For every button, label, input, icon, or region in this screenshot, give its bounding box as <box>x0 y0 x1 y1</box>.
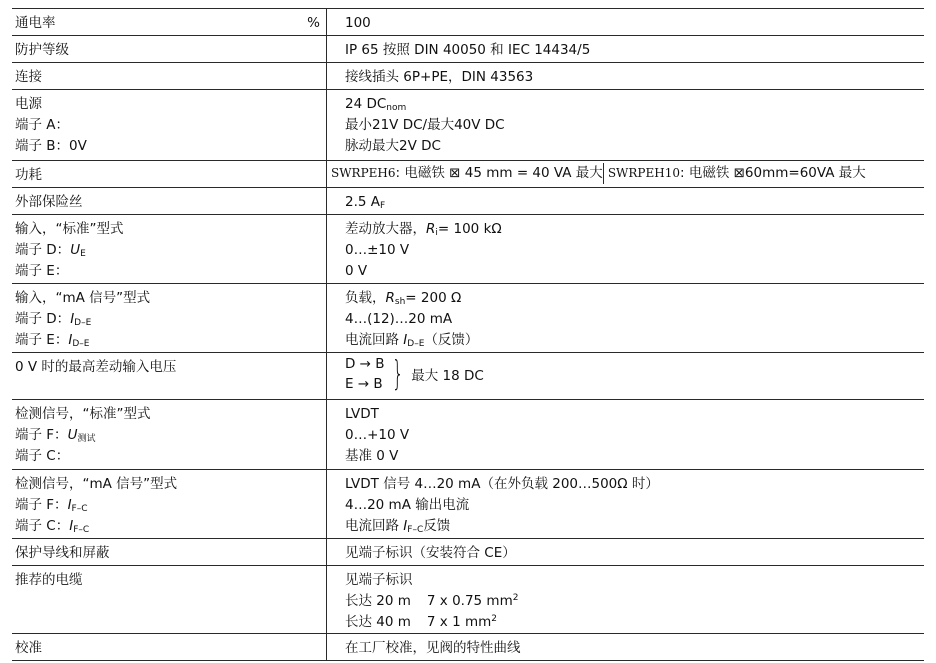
terminal-c-label: 端子 C： <box>15 448 70 464</box>
table-row-external-fuse <box>12 188 924 215</box>
row-value: 2.5 $A_F$ <box>345 194 386 211</box>
lvdt-signal: LVDT 信号 4…20 mA（在外负载 200…500Ω 时） <box>345 476 659 492</box>
model-6-consumption: SWRPEH6: 电磁铁 ⊠ 45 mm = 40 VA 最大 <box>331 165 603 181</box>
curly-brace: } <box>391 354 404 394</box>
terminal-b-label: 端子 B：0V <box>15 138 87 154</box>
terminal-b-value: 脉动最大2V DC <box>345 138 441 154</box>
row-value: IP 65 按照 DIN 40050 和 IEC 14434/5 <box>345 42 591 58</box>
row-value: 见端子标识（安装符合 CE） <box>345 545 516 561</box>
load-resistance: 负载，$R_{sh}= 200$ Ω <box>345 290 462 307</box>
table-row-protective-conductor <box>12 539 924 566</box>
table-row-feedback-standard <box>12 400 924 470</box>
table-row-recommended-cable <box>12 566 924 634</box>
terminal-a-value: 最小21V DC/最大40V DC <box>345 117 505 133</box>
row-label: 检测信号，“标准”型式 <box>15 406 151 422</box>
table-row-power-consumption <box>12 161 924 188</box>
terminal-f-value: 4…20 mA 输出电流 <box>345 497 470 513</box>
spec-table <box>12 8 924 661</box>
terminal-c-value: 电流回路 $I_{F-C}$反馈 <box>345 518 451 535</box>
differential-amplifier: 差动放大器，$R_i= 100$ kΩ <box>345 221 502 238</box>
table-row-duty-cycle <box>12 9 924 36</box>
row-label: 外部保险丝 <box>15 194 83 210</box>
terminal-c-label: 端子 C：$I_{F-C}$ <box>15 518 90 535</box>
table-row-feedback-ma <box>12 470 924 539</box>
row-label: 校准 <box>15 640 42 656</box>
row-label: 通电率 <box>15 15 56 31</box>
table-row-max-differential-voltage <box>12 353 924 400</box>
cable-option-40m: 长达 40 m 7 x 1 $mm^2$ <box>345 614 497 630</box>
terminal-a-label: 端子 A： <box>15 117 70 133</box>
cable-option-20m: 长达 20 m 7 x 0.75 $mm^2$ <box>345 593 519 609</box>
row-value: 100 <box>345 15 371 31</box>
table-row-calibration <box>12 634 924 661</box>
terminal-f-value: 0…+10 V <box>345 427 410 443</box>
terminal-d-label: 端子 D：$U_E$ <box>15 242 86 259</box>
row-label: 检测信号，“mA 信号”型式 <box>15 476 178 492</box>
table-row-input-standard <box>12 215 924 284</box>
row-label: 保护导线和屏蔽 <box>15 545 110 561</box>
row-value: 在工厂校准，见阀的特性曲线 <box>345 640 521 656</box>
terminal-d-value: 4…(12)…20 mA <box>345 311 453 327</box>
table-row-input-ma <box>12 284 924 353</box>
row-label: 功耗 <box>15 167 42 183</box>
table-row-power-supply <box>12 90 924 161</box>
cable-note: 见端子标识 <box>345 572 413 588</box>
e-to-b: E → B <box>345 376 383 392</box>
terminal-d-label: 端子 D：$I_{D-E}$ <box>15 311 92 328</box>
row-label: 输入，“mA 信号”型式 <box>15 290 151 306</box>
power-consumption-split <box>327 163 924 184</box>
row-label: 推荐的电缆 <box>15 572 83 588</box>
row-label: 电源 <box>15 96 42 112</box>
d-to-b: D → B <box>345 356 385 372</box>
terminal-e-value: 电流回路 $I_{D-E}$（反馈） <box>345 332 479 349</box>
table-row-protection-class <box>12 36 924 63</box>
terminal-e-label: 端子 E：$I_{D-E}$ <box>15 332 90 349</box>
row-label: 0 V 时的最高差动输入电压 <box>15 359 177 375</box>
terminal-d-value: 0…±10 V <box>345 242 410 258</box>
terminal-e-label: 端子 E： <box>15 263 69 279</box>
max-voltage: 最大 18 DC <box>411 368 484 384</box>
brace-group <box>345 354 924 394</box>
model-10-consumption: SWRPEH10: 电磁铁 ⊠60mm=60VA 最大 <box>603 163 866 184</box>
unit-label: % <box>307 15 320 31</box>
sensor-type: LVDT <box>345 406 379 422</box>
row-value: 接线插头 6P+PE，DIN 43563 <box>345 69 534 85</box>
table-row-connection <box>12 63 924 90</box>
row-label: 输入，“标准”型式 <box>15 221 124 237</box>
terminal-e-value: 0 V <box>345 263 368 279</box>
row-label: 防护等级 <box>15 42 69 58</box>
row-label: 连接 <box>15 69 42 85</box>
terminal-f-label: 端子 F：$I_{F-C}$ <box>15 497 88 514</box>
terminal-f-label: 端子 F：$U_{测试}$ <box>15 427 96 444</box>
nominal-voltage: 24 $DC_{nom}$ <box>345 96 407 113</box>
terminal-c-value: 基准 0 V <box>345 448 399 464</box>
